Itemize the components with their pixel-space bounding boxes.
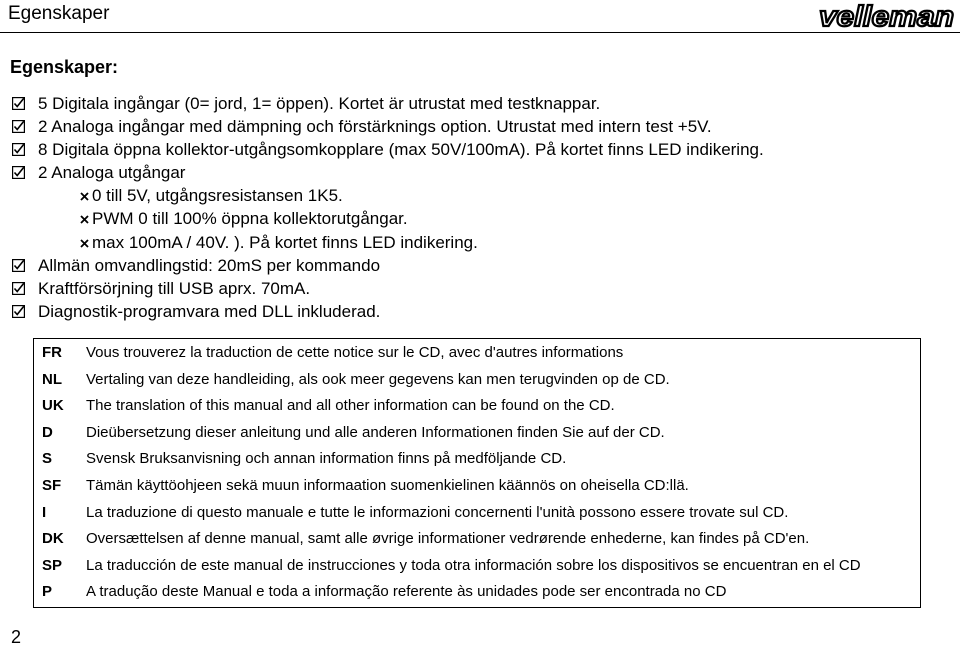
feature-subitem — [10, 207, 764, 230]
feature-text: 2 Analoga ingångar med dämpning och förstärknings option. Utrustat med intern test +5V. — [38, 117, 712, 137]
feature-item — [10, 115, 764, 138]
feature-text: Kraftförsörjning till USB aprx. 70mA. — [38, 278, 311, 298]
feature-item — [10, 254, 764, 277]
translation-text: Vertaling van deze handleiding, als ook meer gegevens kan men terugvinden op de CD. — [86, 370, 670, 388]
language-code: I — [42, 503, 47, 521]
translation-text: Dieübersetzung dieser anleitung und alle anderen Informationen finden Sie auf der CD. — [86, 423, 665, 441]
cross-bullet-icon — [80, 239, 89, 248]
language-code: SP — [42, 556, 63, 574]
feature-text: 2 Analoga utgångar — [38, 163, 186, 183]
header-title: Egenskaper — [8, 3, 110, 24]
svg-text:velleman: velleman — [819, 2, 954, 30]
page-header — [0, 0, 960, 32]
feature-text: Allmän omvandlingstid: 20mS per kommando — [38, 255, 381, 275]
language-code: DK — [42, 530, 64, 548]
translation-text: The translation of this manual and all other information can be found on the CD. — [86, 397, 615, 415]
cross-bullet-icon — [80, 215, 89, 224]
feature-item — [10, 161, 764, 184]
checkbox-checked-icon — [12, 305, 25, 318]
translation-text: La traducción de este manual de instrucciones y toda otra información sobre los dispositivos se encuentran en el CD — [86, 556, 861, 574]
feature-subitem — [10, 184, 764, 207]
language-code: NL — [42, 370, 62, 388]
feature-subitem — [10, 231, 764, 254]
language-code: FR — [42, 344, 62, 361]
checkbox-checked-icon — [12, 143, 25, 156]
translation-text: Oversættelsen af denne manual, samt alle øvrige informationer vedrørende enhederne, kan findes på CD'en. — [86, 530, 810, 548]
checkbox-checked-icon — [12, 282, 25, 295]
checkbox-checked-icon — [12, 259, 25, 272]
section-heading: Egenskaper: — [10, 57, 119, 77]
features-list — [10, 92, 764, 323]
translation-text: Tämän käyttöohjeen sekä muun informaation suomenkielinen käännös on oheisella CD:llä. — [86, 477, 689, 494]
feature-text: Diagnostik-programvara med DLL inkluderad. — [38, 301, 381, 321]
feature-text: PWM 0 till 100% öppna kollektorutgångar. — [92, 209, 408, 229]
language-code: P — [42, 583, 53, 601]
checkbox-checked-icon — [12, 120, 25, 133]
language-code: S — [42, 450, 53, 468]
translation-text: Vous trouverez la traduction de cette notice sur le CD, avec d'autres informations — [86, 344, 624, 361]
translation-text: Svensk Bruksanvisning och annan information finns på medföljande CD. — [86, 450, 567, 468]
feature-item — [10, 277, 764, 300]
page-number: 2 — [11, 627, 22, 647]
translations-box — [33, 338, 921, 608]
checkbox-checked-icon — [12, 97, 25, 110]
checkbox-checked-icon — [12, 166, 25, 179]
header-divider — [0, 32, 960, 33]
velleman-logo — [818, 2, 956, 30]
feature-text: 5 Digitala ingångar (0= jord, 1= öppen). Kortet är utrustat med testknappar. — [38, 94, 601, 113]
feature-item — [10, 300, 764, 323]
feature-text: 0 till 5V, utgångsresistansen 1K5. — [92, 186, 343, 206]
translation-text: A tradução deste Manual e toda a informação referente às unidades pode ser encontrada no CD — [86, 583, 727, 601]
language-code: SF — [42, 477, 62, 494]
cross-bullet-icon — [80, 192, 89, 201]
language-code: UK — [42, 397, 64, 415]
feature-text: 8 Digitala öppna kollektor-utgångsomkopplare (max 50V/100mA). På kortet finns LED indikering. — [38, 140, 764, 160]
feature-item — [10, 92, 764, 115]
translation-text: La traduzione di questo manuale e tutte le informazioni concernenti l'unità possono essere trovate sul CD. — [86, 503, 789, 521]
feature-item — [10, 138, 764, 161]
language-code: D — [42, 423, 53, 441]
feature-text: max 100mA / 40V. ). På kortet finns LED indikering. — [92, 232, 478, 252]
